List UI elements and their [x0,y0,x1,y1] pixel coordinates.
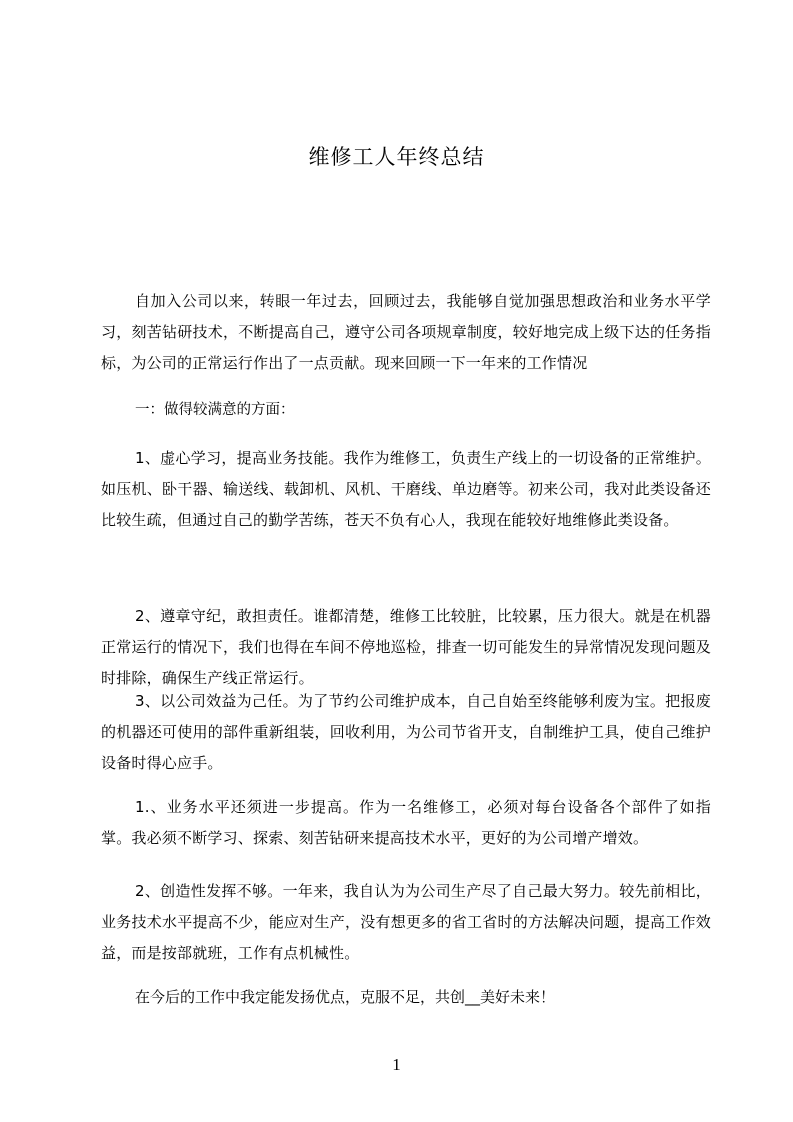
paragraph-efficiency: 3、以公司效益为己任。为了节约公司维护成本，自己自始至终能够利废为宝。把报废的机器还可使用的部件重新组装，回收利用，为公司节省开支，自制维护工具，使自己维护设备时得心应手。 [101,692,711,772]
paragraph-improvement: 1.、业务水平还须进一步提高。作为一名维修工，必须对每台设备各个部件了如指掌。我必须不断学习、探索、刻苦钻研来提高技术水平，更好的为公司增产增效。 [101,798,711,847]
paragraph-discipline: 2、遵章守纪，敢担责任。谁都清楚，维修工比较脏，比较累，压力很大。就是在机器正常运行的情况下，我们也得在车间不停地巡检，排查一切可能发生的异常情况发现问题及时排除，确保生产线正常运行。 [101,607,711,687]
closing-sentence: 在今后的工作中我定能发扬优点，克服不足，共创__美好未来！ [135,988,556,1006]
paragraph-creativity: 2、创造性发挥不够。一年来，我自认为为公司生产尽了自己最大努力。较先前相比，业务技术水平提高不少，能应对生产，没有想更多的省工省时的方法解决问题，提高工作效益，而是按部就班，工作有点机械性。 [101,882,711,962]
document-title: 维修工人年终总结 [308,145,485,169]
intro-paragraph: 自加入公司以来，转眼一年过去，回顾过去，我能够自觉加强思想政治和业务水平学习，刻苦钻研技术，不断提高自己，遵守公司各项规章制度，较好地完成上级下达的任务指标，为公司的正常运行作出了一点贡献。现来回顾一下一年来的工作情况 [101,292,711,372]
section-heading: 一：做得较满意的方面： [135,402,295,418]
page-number: 1 [392,1055,401,1074]
paragraph-study: 1、虚心学习，提高业务技能。我作为维修工，负责生产线上的一切设备的正常维护。如压机、卧干器、输送线、载卸机、风机、干磨线、单边磨等。初来公司，我对此类设备还比较生疏，但通过自己的勤学苦练，苍天不负有心人，我现在能较好地维修此类设备。 [101,449,711,529]
